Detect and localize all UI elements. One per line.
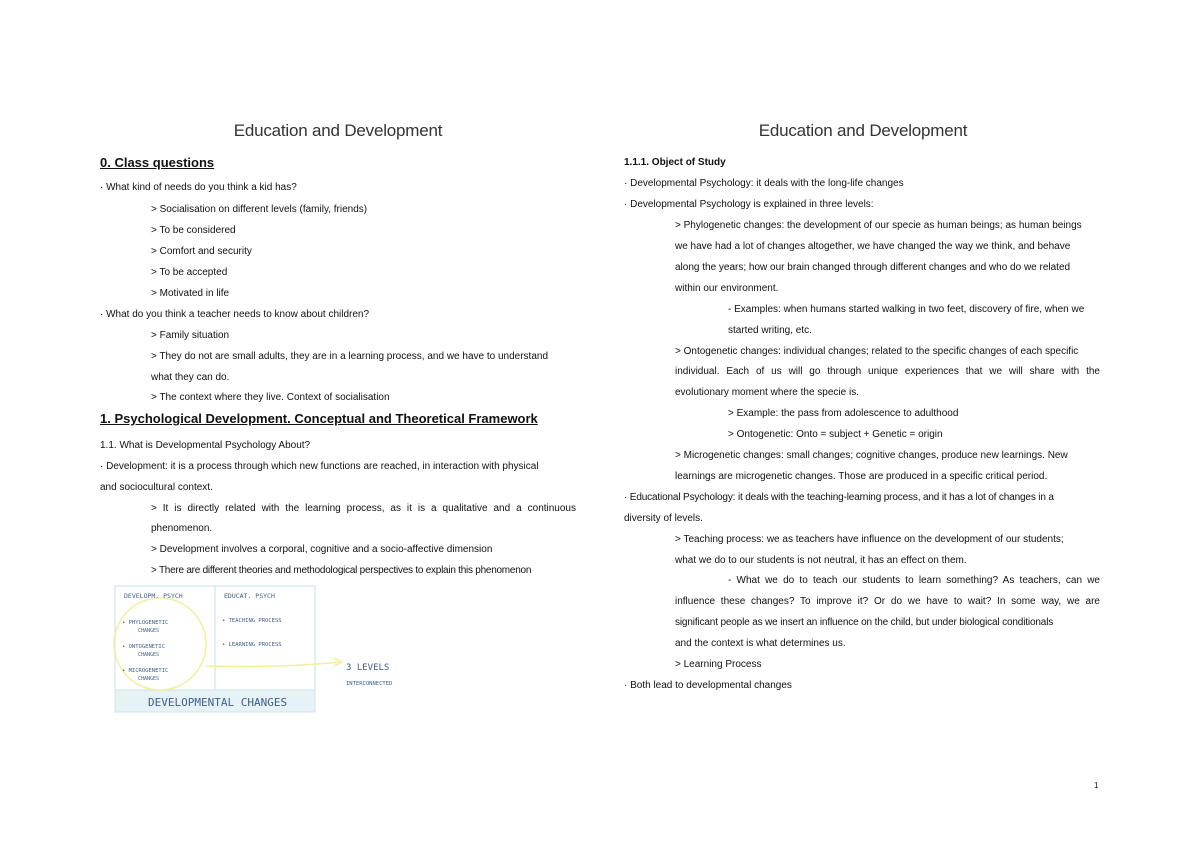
list-item: > Comfort and security xyxy=(151,246,252,257)
text-line: > Microgenetic changes: small changes; cognitive changes, produce new learnings. New xyxy=(675,450,1068,461)
sketch-interconnected: INTERCONNECTED xyxy=(346,681,393,687)
text-line: > Phylogenetic changes: the development of our specie as human beings; as human beings xyxy=(675,220,1082,231)
text-line: · Educational Psychology: it deals with the teaching-learning process, and it has a lot of changes in a xyxy=(624,492,1054,503)
text-line: > Ontogenetic changes: individual changes; related to the specific changes of each specific xyxy=(675,346,1079,357)
development-definition: · Development: it is a process through which new functions are reached, in interaction with physical xyxy=(100,461,539,472)
list-item: > It is directly related with the learning process, as it is a qualitative and a continuous xyxy=(151,503,576,514)
list-item: > To be considered xyxy=(151,225,236,236)
list-item: what they can do. xyxy=(151,372,230,383)
sketch-item: • MICROGENETIC xyxy=(122,668,169,674)
text-line: and the context is what determines us. xyxy=(675,638,846,649)
right-page-title: Education and Development xyxy=(758,121,968,140)
text-line: > Teaching process: we as teachers have influence on the development of our students; xyxy=(675,534,1064,545)
list-item: > To be accepted xyxy=(151,267,228,278)
text-line: learnings are microgenetic changes. Those are produced in a specific critical period. xyxy=(675,471,1048,482)
list-item: > Socialisation on different levels (family, friends) xyxy=(151,204,368,215)
sketch-item: CHANGES xyxy=(138,628,160,634)
sketch-item: • PHYLOGENETIC xyxy=(122,620,169,626)
text-line: significant people as we insert an influence on the child, but under biological conditionals xyxy=(675,617,1054,628)
sketch-item: • LEARNING PROCESS xyxy=(222,642,282,648)
sketch-3-levels: 3 LEVELS xyxy=(346,663,390,673)
text-line: evolutionary moment where the specie is. xyxy=(675,387,859,398)
text-line: started writing, etc. xyxy=(728,325,812,336)
sketch-col1-heading: DEVELOPM. PSYCH xyxy=(124,592,183,600)
text-line: within our environment. xyxy=(675,283,779,294)
text-line: influence these changes? To improve it? Or do we have to wait? In some way, we are xyxy=(675,596,1100,607)
text-line: > Learning Process xyxy=(675,659,762,670)
sketch-col2-heading: EDUCAT. PSYCH xyxy=(224,592,275,600)
section-1-1-heading: 1.1. What is Developmental Psychology About? xyxy=(100,440,311,451)
page-number: 1 xyxy=(1094,781,1099,790)
question-1: · What kind of needs do you think a kid has? xyxy=(100,182,297,193)
list-item: > The context where they live. Context of socialisation xyxy=(151,392,390,403)
heading-class-questions: 0. Class questions xyxy=(100,155,215,170)
text-line: what we do to our students is not neutral, it has an effect on them. xyxy=(675,555,967,566)
sketch-item: • ONTOGENETIC xyxy=(122,644,166,650)
text-line: · Developmental Psychology is explained in three levels: xyxy=(624,199,874,210)
heading-psychological-development: 1. Psychological Development. Conceptual and Theoretical Framework xyxy=(100,411,538,426)
text-line: we have had a lot of changes altogether, we have changed the way we think, and behave xyxy=(675,241,1071,252)
text-line: · Developmental Psychology: it deals with the long-life changes xyxy=(624,178,904,189)
sketch-item: CHANGES xyxy=(138,652,160,658)
sketch-item: • TEACHING PROCESS xyxy=(222,618,282,624)
text-line: individual. Each of us will go through unique experiences that we will share with the xyxy=(675,366,1100,377)
handwritten-sketch-diagram xyxy=(110,584,430,714)
text-line: > Ontogenetic: Onto = subject + Genetic = origin xyxy=(728,429,943,440)
list-item: > There are different theories and methodological perspectives to explain this phenomenon xyxy=(151,565,532,576)
list-item: > Motivated in life xyxy=(151,288,230,299)
list-item: > Family situation xyxy=(151,330,230,341)
text-line: > Example: the pass from adolescence to adulthood xyxy=(728,408,959,419)
text-line: - What we do to teach our students to learn something? As teachers, can we xyxy=(728,575,1100,586)
text-line: diversity of levels. xyxy=(624,513,703,524)
list-item: > They do not are small adults, they are in a learning process, and we have to understand xyxy=(151,351,549,362)
development-definition-cont: and sociocultural context. xyxy=(100,482,213,493)
section-1-1-1-heading: 1.1.1. Object of Study xyxy=(624,157,726,168)
text-line: · Both lead to developmental changes xyxy=(624,680,792,691)
left-page-title: Education and Development xyxy=(233,121,443,140)
question-2: · What do you think a teacher needs to know about children? xyxy=(100,309,370,320)
text-line: along the years; how our brain changed through different changes and who do we related xyxy=(675,262,1071,273)
sketch-item: CHANGES xyxy=(138,676,160,682)
list-item: phenomenon. xyxy=(151,523,213,534)
text-line: - Examples: when humans started walking in two feet, discovery of fire, when we xyxy=(728,304,1085,315)
sketch-footer-label: DEVELOPMENTAL CHANGES xyxy=(148,696,288,709)
list-item: > Development involves a corporal, cognitive and a socio-affective dimension xyxy=(151,544,493,555)
